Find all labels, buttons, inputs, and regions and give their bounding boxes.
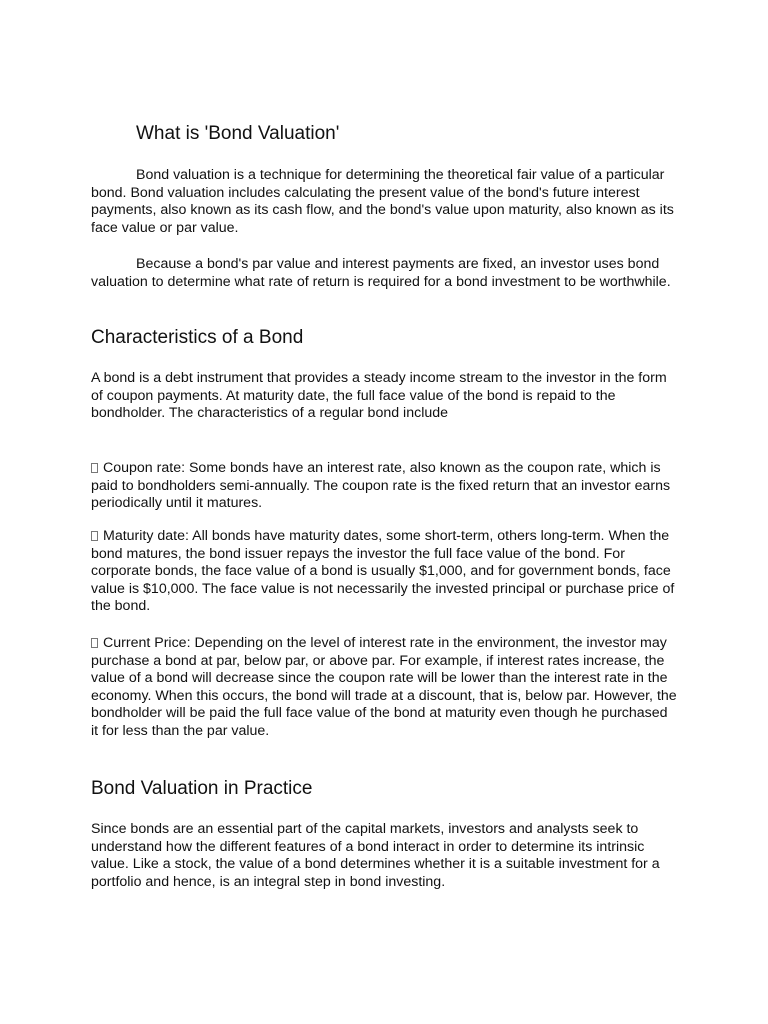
bullet-text: Coupon rate: Some bonds have an interest rate, also known as the coupon rate, which is paid to bondholders semi-annually. The coupon rate is the fixed return that an investor earns periodically until it matures.: [91, 460, 671, 512]
heading-what-is-bond-valuation: What is 'Bond Valuation': [136, 123, 340, 144]
paragraph-text: Because a bond's par value and interest payments are fixed, an investor uses bond valuation to determine what rate of return is required for a bond investment to be worthwhile.: [91, 256, 671, 290]
heading-bond-valuation-in-practice: Bond Valuation in Practice: [91, 778, 313, 799]
bullet-coupon-rate: [91, 460, 677, 513]
bullet-glyph-icon: [91, 638, 98, 648]
bullet-text: Current Price: Depending on the level of interest rate in the environment, the investor may purchase a bond at par, below par, or above par. For example, if interest rates increase, the value of a bond will decrease since the coupon rate will be lower than the interest rate in the economy. When this occurs, the bond will trade at a discount, that is, below par. However, the bondholder will be paid the full face value of the bond at maturity even though he purchased it for less than the par value.: [91, 635, 677, 739]
bullet-glyph-icon: [91, 463, 98, 473]
paragraph-characteristics-intro: A bond is a debt instrument that provides a steady income stream to the investor in the form of coupon payments. At maturity date, the full face value of the bond is repaid to the bondholder. The characteristics of a regular bond include: [91, 370, 667, 422]
paragraph-bond-valuation-purpose: [91, 256, 677, 291]
bullet-text: Maturity date: All bonds have maturity dates, some short-term, others long-term. When the bond matures, the bond issuer repays the investor the full face value of the bond. For corporate bonds, the face value of a bond is usually $1,000, and for government bonds, face value is $10,000. The face value is not necessarily the invested principal or purchase price of the bond.: [91, 528, 675, 615]
bullet-glyph-icon: [91, 531, 98, 541]
bullet-maturity-date: [91, 528, 677, 616]
paragraph-bond-valuation-practice: Since bonds are an essential part of the capital markets, investors and analysts seek to understand how the different features of a bond interact in order to determine its intrinsic value. Like a stock, the value of a bond determines whether it is a suitable investment for a portfolio and hence, is an integral step in bond investing.: [91, 821, 660, 890]
heading-characteristics-of-a-bond: Characteristics of a Bond: [91, 327, 304, 348]
bullet-current-price: [91, 635, 677, 741]
paragraph-text: Bond valuation is a technique for determining the theoretical fair value of a particular bond. Bond valuation includes calculating the present value of the bond's future interest payments, also known as its cash flow, and the bond's value upon maturity, also known as its face value or par value.: [91, 167, 674, 236]
paragraph-bond-valuation-definition: [91, 167, 677, 237]
